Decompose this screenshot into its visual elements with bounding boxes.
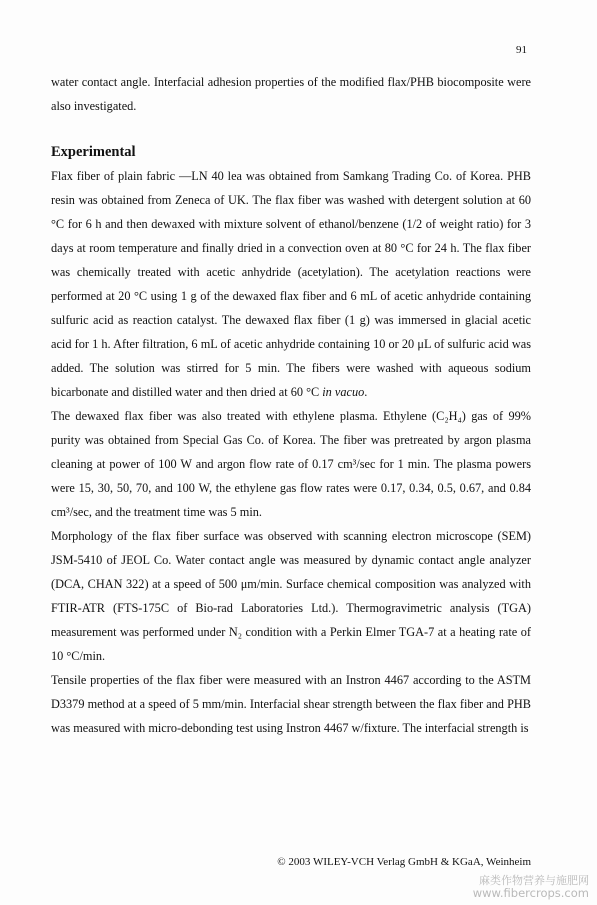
section-heading: Experimental bbox=[51, 144, 136, 160]
materials-end: . bbox=[364, 385, 368, 399]
intro-paragraph: water contact angle. Interfacial adhesion properties of the modified flax/PHB biocomposite were also investigated. bbox=[51, 75, 531, 113]
characterization-paragraph: Morphology of the flax fiber surface was observed with scanning electron microscope (SEM) JSM-5410 of JEOL Co. Water contact angle was measured by dynamic contact angle analyzer (DCA, CHAN 322) at a speed of 500 μm/min. Surface chemical composition was analyzed with FTIR-ATR (FTS-175C of Bio-rad Laboratories Ltd.). Thermogravimetric analysis (TGA) measurement was performed under N₂ condition with a Perkin Elmer TGA-7 at a heating rate of 10 °C/min. bbox=[51, 529, 531, 663]
italic-term: in vacuo bbox=[322, 385, 365, 399]
spacer bbox=[51, 118, 531, 140]
watermark bbox=[473, 874, 589, 900]
watermark-cn: 麻类作物营养与施肥网 bbox=[479, 874, 589, 887]
watermark-url: www.fibercrops.com bbox=[472, 886, 589, 900]
page-number: 91 bbox=[516, 44, 527, 56]
tensile-paragraph: Tensile properties of the flax fiber were measured with an Instron 4467 according to the ASTM D3379 method at a speed of 5 mm/min. Interfacial shear strength between the flax fiber and PHB was measured with micro-debonding test using Instron 4467 w/fixture. The interfacial strength is bbox=[51, 673, 531, 735]
copyright-footer: © 2003 WILEY-VCH Verlag GmbH & KGaA, Weinheim bbox=[277, 856, 531, 868]
materials-paragraph bbox=[51, 164, 531, 404]
article-body bbox=[51, 70, 531, 740]
plasma-paragraph: The dewaxed flax fiber was also treated with ethylene plasma. Ethylene (C₂H₄) gas of 99% purity was obtained from Special Gas Co. of Korea. The fiber was pretreated by argon plasma cleaning at power of 100 W and argon flow rate of 0.17 cm³/sec for 1 min. The plasma powers were 15, 30, 50, 70, and 100 W, the ethylene gas flow rates were 0.17, 0.34, 0.5, 0.67, and 0.84 cm³/sec, and the treatment time was 5 min. bbox=[51, 409, 531, 519]
materials-text: Flax fiber of plain fabric —LN 40 lea was obtained from Samkang Trading Co. of Korea. PHB resin was obtained from Zeneca of UK. The flax fiber was washed with detergent solution at 60 °C for 6 h and then dewaxed with mixture solvent of ethanol/benzene (1/2 of weight ratio) for 3 days at room temperature and finally dried in a convection oven at 80 °C for 24 h. The flax fiber was chemically treated with acetic anhydride (acetylation). The acetylation reactions were performed at 20 °C using 1 g of the dewaxed flax fiber and 6 mL of acetic anhydride containing sulfuric acid as reaction catalyst. The dewaxed flax fiber (1 g) was immersed in glacial acetic acid for 1 h. After filtration, 6 mL of acetic anhydride containing 10 or 20 μL of sulfuric acid was added. The solution was stirred for 5 min. The fibers were washed with aqueous sodium bicarbonate and distilled water and then dried at 60 °C bbox=[51, 169, 531, 399]
